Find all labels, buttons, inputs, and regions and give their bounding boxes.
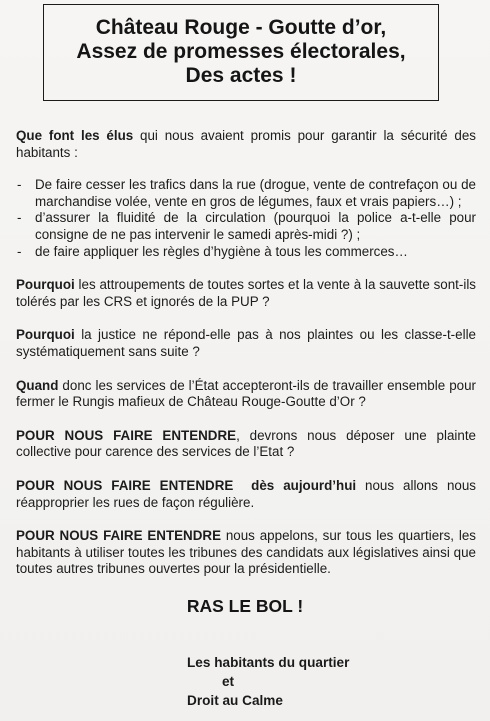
list-item: - De faire cesser les trafics dans la rue (drogue, vente de contrefaçon ou de marchandise volée, vente en gros de légumes, faux et vrais papiers…) ; — [16, 177, 476, 210]
paragraph-entendre-1 — [16, 428, 476, 461]
title-line-2: Assez de promesses électorales, — [76, 40, 406, 63]
paragraph-bold: Quand — [16, 377, 59, 393]
paragraph-pourquoi-1 — [16, 277, 476, 310]
paragraph-text: donc les services de l’État accepteront-ils de travailler ensemble pour fermer le Rungis mafieux de Château Rouge-Goutte d’Or ? — [16, 377, 476, 410]
paragraph-text: nous allons nous réapproprier les rues de façon régulière. — [16, 477, 476, 510]
signature-line-1: Les habitants du quartier — [187, 655, 350, 670]
list-item: - de faire appliquer les règles d’hygiène à tous les commerces… — [16, 244, 476, 261]
closing-slogan: RAS LE BOL ! — [186, 596, 304, 616]
title-line-1: Château Rouge - Goutte d’or, — [95, 16, 387, 39]
paragraph-text: , devrons nous déposer une plainte collective pour carence des services de l’Etat ? — [16, 427, 477, 460]
signature-line-3: Droit au Calme — [187, 693, 283, 708]
paragraph-bold: Pourquoi — [16, 327, 75, 343]
list-item: - d’assurer la fluidité de la circulation (pourquoi la police a-t-elle pour consigne de ne pas intervenir le samedi après-midi ?) ; — [16, 210, 476, 243]
paragraph-entendre-3 — [16, 528, 476, 578]
signature — [187, 653, 349, 710]
title-line-3: Des actes ! — [185, 64, 297, 87]
paragraph-text: nous appelons, sur tous les quartiers, les habitants à utiliser toutes les tribunes des candidats aux législatives ainsi que toutes autres tribunes ouvertes pour la présidentielle. — [16, 528, 476, 577]
paragraph-bold: POUR NOUS FAIRE ENTENDRE dès aujourd’hui — [16, 477, 357, 493]
demands-list — [16, 177, 476, 260]
paragraph-bold: POUR NOUS FAIRE ENTENDRE — [16, 528, 221, 544]
paragraph-pourquoi-2 — [16, 327, 476, 360]
paragraph-quand — [16, 378, 476, 411]
body-text — [16, 128, 476, 578]
intro-text: qui nous avaient promis pour garantir la sécurité des habitants : — [16, 128, 476, 160]
paragraph-entendre-2 — [16, 478, 476, 511]
paragraph-text: les attroupements de toutes sortes et la vente à la sauvette sont-ils tolérés par les CRS et ignorés de la PUP ? — [16, 277, 476, 309]
intro-paragraph — [16, 128, 476, 161]
paragraph-text: la justice ne répond-elle pas à nos plaintes ou les classe-t-elle systématiquement sans suite ? — [16, 327, 476, 359]
intro-bold: Que font les élus — [16, 128, 134, 143]
title-box — [43, 4, 439, 101]
paragraph-bold: POUR NOUS FAIRE ENTENDRE — [16, 427, 237, 443]
paragraph-bold: Pourquoi — [16, 277, 75, 293]
signature-line-2: et — [222, 674, 235, 689]
